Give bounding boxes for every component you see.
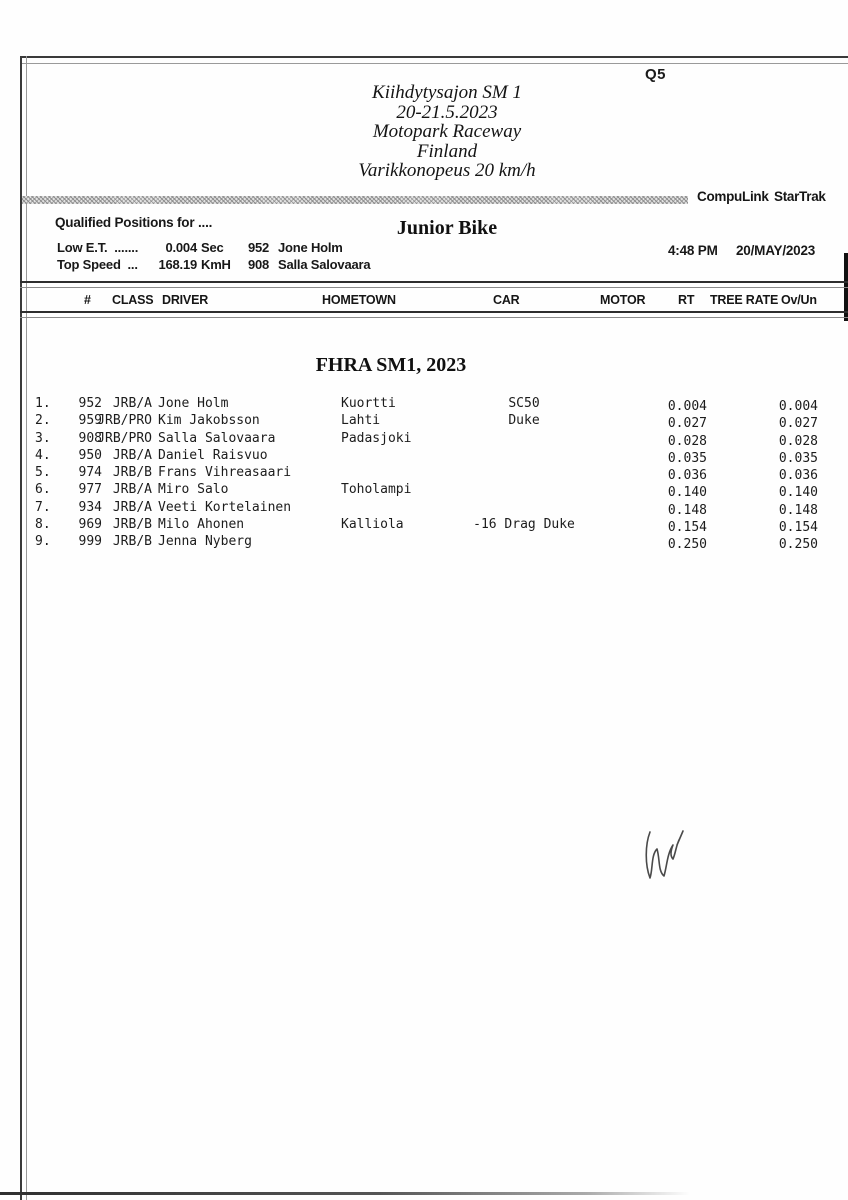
row-car-number: 969 — [78, 516, 102, 532]
table-row — [0, 431, 848, 448]
row-ov-un: 0.154 — [778, 519, 818, 535]
row-driver: Kim Jakobsson — [158, 413, 260, 429]
table-row — [0, 413, 848, 430]
row-car-number: 950 — [78, 447, 102, 463]
row-ov-un: 0.036 — [778, 468, 818, 483]
row-reaction-time: 0.036 — [667, 468, 707, 483]
row-driver: Jenna Nyberg — [158, 534, 252, 549]
low-et-value: 0.004 — [165, 240, 197, 255]
row-hometown: Kalliola — [341, 516, 404, 532]
row-class: JRB/B — [112, 516, 152, 532]
column-header-motor: MOTOR — [600, 293, 646, 307]
table-row — [0, 396, 848, 413]
row-hometown: Kuortti — [341, 396, 396, 411]
row-class: JRB/B — [112, 534, 152, 549]
print-date: 20/MAY/2023 — [736, 243, 816, 258]
row-ov-un: 0.250 — [778, 537, 818, 552]
row-car-number: 974 — [78, 465, 102, 480]
row-position: 1. — [35, 396, 51, 411]
row-reaction-time: 0.148 — [667, 502, 707, 518]
event-dates: 20-21.5.2023 — [396, 101, 498, 123]
row-position: 2. — [35, 413, 51, 429]
event-venue: Motopark Raceway — [372, 121, 522, 142]
row-reaction-time: 0.140 — [667, 485, 707, 501]
table-row — [0, 534, 848, 551]
column-header-number: # — [84, 293, 91, 307]
low-et-unit: Sec — [201, 240, 224, 255]
row-ov-un: 0.140 — [778, 485, 818, 501]
row-driver: Jone Holm — [158, 396, 229, 411]
row-car: SC50 — [508, 396, 540, 411]
top-speed-unit: KmH — [201, 257, 231, 272]
row-hometown: Lahti — [341, 413, 381, 429]
scan-bottom-line — [0, 1192, 690, 1195]
row-position: 7. — [35, 499, 51, 515]
row-reaction-time: 0.027 — [667, 416, 707, 432]
row-driver: Salla Salovaara — [158, 430, 276, 446]
low-et-car-number: 952 — [248, 240, 270, 255]
event-country: Finland — [416, 140, 478, 162]
row-ov-un: 0.035 — [778, 450, 818, 466]
row-car-number: 959 — [78, 413, 102, 429]
row-position: 8. — [35, 516, 51, 532]
row-driver: Milo Ahonen — [158, 516, 245, 532]
row-ov-un: 0.028 — [778, 433, 818, 449]
row-ov-un: 0.148 — [778, 502, 818, 518]
session-label: Q5 — [645, 66, 667, 83]
row-class: JRB/A — [112, 447, 152, 463]
row-position: 3. — [35, 430, 51, 446]
row-ov-un: 0.004 — [778, 399, 818, 414]
row-reaction-time: 0.250 — [667, 537, 707, 552]
row-hometown: Toholampi — [341, 482, 412, 498]
event-title: Kiihdytysajon SM 1 — [372, 82, 522, 103]
table-row — [0, 500, 848, 517]
row-reaction-time: 0.004 — [667, 399, 707, 414]
top-speed-label: Top Speed ... — [57, 257, 138, 272]
row-driver: Miro Salo — [158, 482, 229, 498]
row-driver: Daniel Raisvuo — [158, 447, 268, 463]
brand-label: CompuLink StarTrak — [697, 189, 826, 204]
row-reaction-time: 0.154 — [667, 519, 707, 535]
row-position: 5. — [35, 465, 51, 480]
column-header-tree-rate: TREE RATE — [710, 293, 779, 307]
row-driver: Veeti Kortelainen — [158, 499, 292, 515]
column-header-rt: RT — [678, 293, 695, 307]
column-header-car: CAR — [493, 293, 520, 307]
qualified-positions-label: Qualified Positions for .... — [55, 215, 213, 230]
row-car-number: 952 — [78, 396, 102, 411]
column-header-driver: DRIVER — [162, 293, 209, 307]
low-et-label: Low E.T. ....... — [57, 240, 139, 255]
row-car-number: 999 — [78, 534, 102, 549]
row-car-number: 908 — [78, 430, 102, 446]
row-position: 6. — [35, 482, 51, 498]
column-header-class: CLASS — [112, 293, 154, 307]
print-time: 4:48 PM — [668, 243, 718, 258]
table-row — [0, 517, 848, 534]
top-speed-value: 168.19 — [158, 257, 197, 272]
table-row — [0, 482, 848, 499]
top-speed-driver: Salla Salovaara — [278, 257, 371, 272]
low-et-driver: Jone Holm — [278, 240, 343, 255]
column-header-ov-un: Ov/Un — [781, 293, 817, 307]
column-header-hometown: HOMETOWN — [322, 293, 396, 307]
row-car: -16 Drag Duke — [473, 516, 575, 532]
row-position: 9. — [35, 534, 51, 549]
event-pit-speed: Varikkonopeus 20 km/h — [358, 160, 536, 181]
table-row — [0, 448, 848, 465]
row-ov-un: 0.027 — [778, 416, 818, 432]
row-class: JRB/B — [112, 465, 152, 480]
row-class: JRB/PRO — [97, 430, 152, 446]
row-car-number: 934 — [78, 499, 102, 515]
row-class: JRB/A — [112, 396, 152, 411]
handwritten-initials-mark — [634, 818, 698, 894]
row-reaction-time: 0.035 — [667, 450, 707, 466]
row-position: 4. — [35, 447, 51, 463]
table-row — [0, 465, 848, 482]
row-class: JRB/PRO — [97, 413, 152, 429]
row-hometown: Padasjoki — [341, 430, 412, 446]
row-class: JRB/A — [112, 482, 152, 498]
row-car: Duke — [508, 413, 540, 429]
row-car-number: 977 — [78, 482, 102, 498]
category-title: Junior Bike — [396, 217, 498, 239]
row-driver: Frans Vihreasaari — [158, 465, 292, 480]
row-reaction-time: 0.028 — [667, 433, 707, 449]
row-class: JRB/A — [112, 499, 152, 515]
top-speed-car-number: 908 — [248, 257, 270, 272]
section-title: FHRA SM1, 2023 — [315, 354, 467, 376]
